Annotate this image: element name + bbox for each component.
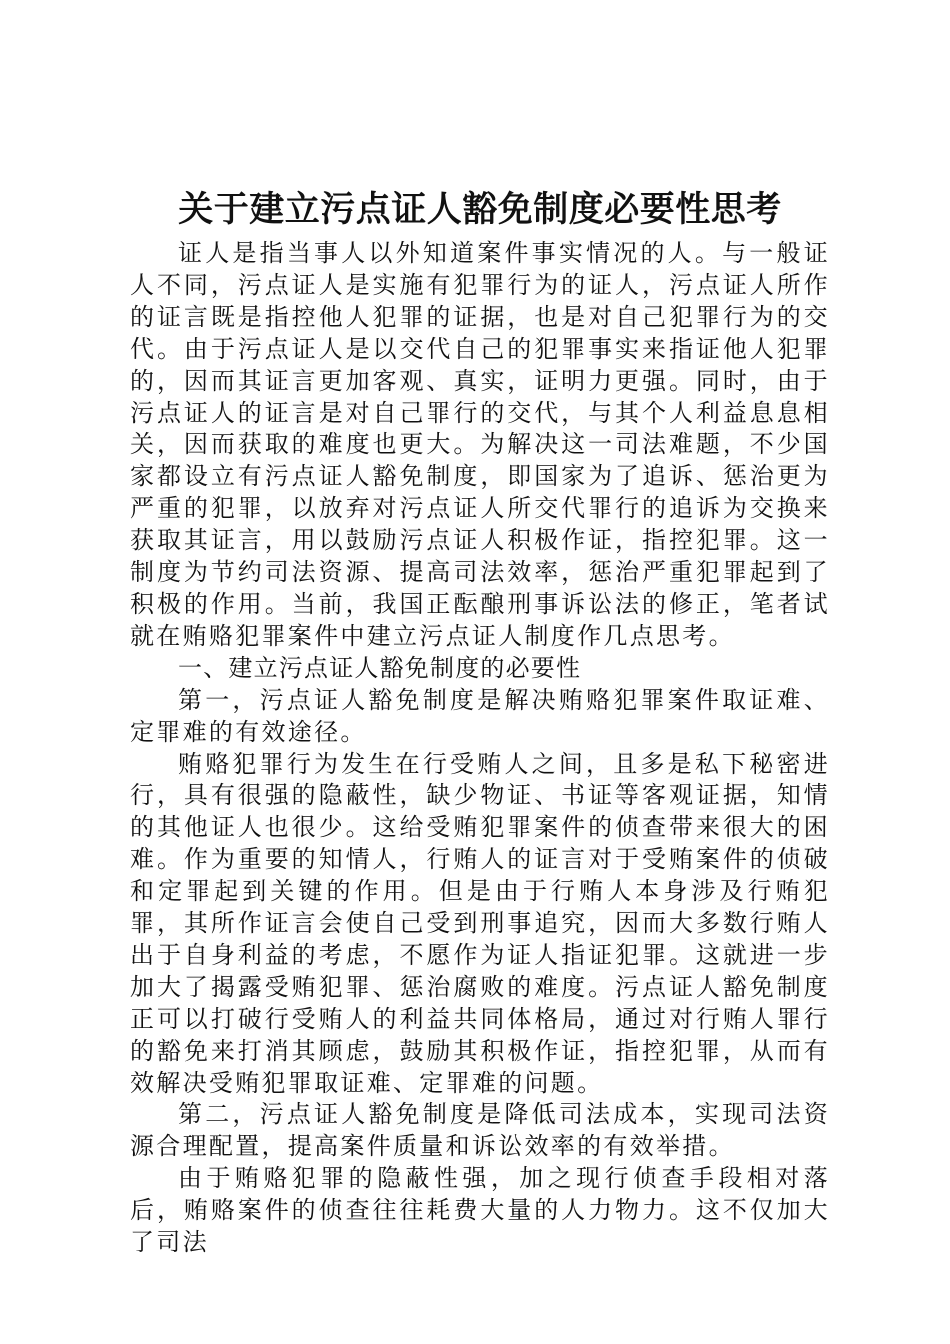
point-heading-1: 第一，污点证人豁免制度是解决贿赂犯罪案件取证难、定罪难的有效途径。	[130, 685, 830, 746]
document-title: 关于建立污点证人豁免制度必要性思考	[178, 189, 782, 230]
paragraph-point-2: 由于贿赂犯罪的隐蔽性强，加之现行侦查手段相对落后，贿赂案件的侦查往往耗费大量的人力物力。这不仅加大了司法	[130, 1164, 830, 1257]
document-body	[130, 186, 830, 1259]
paragraph-point-1: 贿赂犯罪行为发生在行受贿人之间，且多是私下秘密进行，具有很强的隐蔽性，缺少物证、书证等客观证据，知情的其他证人也很少。这给受贿犯罪案件的侦查带来很大的困难。作为重要的知情人，行贿人的证言对于受贿案件的侦破和定罪起到关键的作用。但是由于行贿人本身涉及行贿犯罪，其所作证言会使自己受到刑事追究，因而大多数行贿人出于自身利益的考虑，不愿作为证人指证犯罪。这就进一步加大了揭露受贿犯罪、惩治腐败的难度。污点证人豁免制度正可以打破行受贿人的利益共同体格局，通过对行贿人罪行的豁免来打消其顾虑，鼓励其积极作证，指控犯罪，从而有效解决受贿犯罪取证难、定罪难的问题。	[130, 749, 830, 1097]
point-heading-2: 第二，污点证人豁免制度是降低司法成本，实现司法资源合理配置，提高案件质量和诉讼效率的有效举措。	[130, 1100, 830, 1161]
section-heading-1: 一、建立污点证人豁免制度的必要性	[178, 653, 582, 682]
paragraph-intro: 证人是指当事人以外知道案件事实情况的人。与一般证人不同，污点证人是实施有犯罪行为的证人，污点证人所作的证言既是指控他人犯罪的证据，也是对自己犯罪行为的交代。由于污点证人是以交代自己的犯罪事实来指证他人犯罪的，因而其证言更加客观、真实，证明力更强。同时，由于污点证人的证言是对自己罪行的交代，与其个人利益息息相关，因而获取的难度也更大。为解决这一司法难题，不少国家都设立有污点证人豁免制度，即国家为了追诉、惩治更为严重的犯罪，以放弃对污点证人所交代罪行的追诉为交换来获取其证言，用以鼓励污点证人积极作证，指控犯罪。这一制度为节约司法资源、提高司法效率，惩治严重犯罪起到了积极的作用。当前，我国正酝酿刑事诉讼法的修正，笔者试就在贿赂犯罪案件中建立污点证人制度作几点思考。	[130, 239, 830, 650]
